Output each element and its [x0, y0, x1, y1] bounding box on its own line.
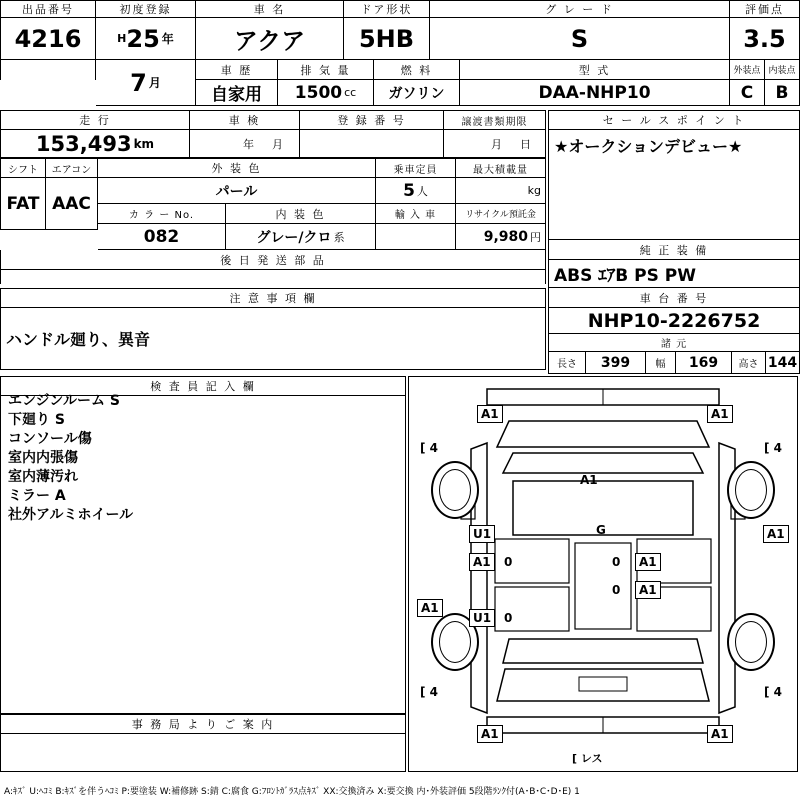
wheel-front-left — [431, 461, 479, 519]
transfer-deadline-value: 月 日 — [444, 130, 546, 158]
interior-color-label: 内 装 色 — [226, 204, 376, 224]
interior-color-value: グレー/クロ 系 — [226, 224, 376, 250]
width-label: 幅 — [646, 352, 676, 374]
damage-mark: 0 — [504, 555, 513, 569]
damage-mark: A1 — [477, 405, 503, 423]
shaken-value: 年 月 — [190, 130, 300, 158]
aircon-label: エアコン — [46, 158, 98, 178]
import-value — [376, 224, 456, 250]
grade-value: S — [430, 18, 730, 60]
max-load-value: kg — [456, 178, 546, 204]
fuel-label: 燃 料 — [374, 60, 460, 80]
displacement-value: 1500 cc — [278, 80, 374, 106]
recycle-fee-label: リサイクル預託金 — [456, 204, 546, 224]
seats-value: 5 人 — [376, 178, 456, 204]
damage-mark: A1 — [707, 405, 733, 423]
import-label: 輸 入 車 — [376, 204, 456, 224]
rating-label: 評価点 — [730, 0, 800, 18]
wheel-rear-right — [727, 613, 775, 671]
color-number-value: 082 — [98, 224, 226, 250]
sales-point-value: ★オークションデビュー★ — [548, 130, 800, 240]
shift-label: シフト — [0, 158, 46, 178]
damage-mark: U1 — [469, 609, 495, 627]
registration-number-label: 登 録 番 号 — [300, 110, 444, 130]
damage-mark: [ 4 — [764, 441, 783, 455]
equipment-value: ABS ｴｱB PS PW — [548, 260, 800, 288]
seats-label: 乗車定員 — [376, 158, 456, 178]
aircon-value: AAC — [46, 178, 98, 230]
inspector-note-4: 室内薄汚れ — [8, 469, 78, 485]
damage-mark: A1 — [469, 553, 495, 571]
office-value — [0, 734, 406, 772]
wheel-front-right — [727, 461, 775, 519]
door-type-label: ドア形状 — [344, 0, 430, 18]
interior-score-label: 内装点 — [765, 60, 800, 80]
car-name-value: アクア — [196, 18, 344, 60]
inspector-note-5: ミラー A — [8, 488, 66, 504]
chassis-number-value: NHP10-2226752 — [548, 308, 800, 334]
max-load-label: 最大積載量 — [456, 158, 546, 178]
legend-text: A:ｷｽﾞ U:ﾍｺﾐ B:ｷｽﾞを伴うﾍｺﾐ P:要塗装 W:補修跡 S:錆 C:腐食 G:ﾌﾛﾝﾄｶﾞﾗｽ点ｷｽﾞ XX:交換済み X:要交換 内･外装評価 5段階ﾗﾝｸ付(A･B･C･D･E) 1 — [4, 787, 580, 797]
damage-mark: 0 — [504, 611, 513, 625]
history-value: 自家用 — [196, 80, 278, 106]
damage-mark: 0 — [612, 555, 621, 569]
equipment-label: 純 正 装 備 — [548, 240, 800, 260]
damage-mark: A1 — [580, 473, 598, 487]
damage-mark: A1 — [477, 725, 503, 743]
damage-mark: 0 — [612, 583, 621, 597]
color-number-label: カ ラ ー No. — [98, 204, 226, 224]
grade-label: グ レ ー ド — [430, 0, 730, 18]
exterior-score-label: 外装点 — [730, 60, 765, 80]
car-name-label: 車 名 — [196, 0, 344, 18]
damage-mark: A1 — [635, 553, 661, 571]
caution-label: 注 意 事 項 欄 — [0, 288, 546, 308]
car-outline-svg — [409, 377, 797, 771]
exterior-color-label: 外 装 色 — [98, 158, 376, 178]
header-blank-left — [0, 60, 96, 80]
rating-value: 3.5 — [730, 18, 800, 60]
dimension-label: 諸 元 — [548, 334, 800, 352]
later-parts-value — [0, 270, 546, 284]
length-value: 399 — [586, 352, 646, 374]
damage-mark: [ 4 — [420, 441, 439, 455]
damage-mark: [ 4 — [764, 685, 783, 699]
damage-mark: [ 4 — [420, 685, 439, 699]
exterior-score-value: C — [730, 80, 765, 106]
inspector-notes-list — [8, 392, 133, 525]
damage-mark: [ レス — [572, 752, 603, 765]
damage-mark: U1 — [469, 525, 495, 543]
shift-value: FAT — [0, 178, 46, 230]
model-code-value: DAA-NHP10 — [460, 80, 730, 106]
office-label: 事 務 局 よ り ご 案 内 — [0, 714, 406, 734]
damage-mark: A1 — [635, 581, 661, 599]
mileage-value: 153,493 km — [0, 130, 190, 158]
inspector-note-0: エンジンルーム S — [8, 393, 120, 409]
inspector-note-6: 社外アルミホイール — [8, 507, 134, 523]
exterior-color-value: パール — [98, 178, 376, 204]
inspector-note-2: コンソール傷 — [8, 431, 92, 447]
inspector-note-1: 下廻り S — [8, 412, 65, 428]
lot-number-label: 出品番号 — [0, 0, 96, 18]
registration-number-value — [300, 130, 444, 158]
fuel-value: ガソリン — [374, 80, 460, 106]
shaken-label: 車 検 — [190, 110, 300, 130]
mileage-label: 走 行 — [0, 110, 190, 130]
first-registration-value: H 25 年 — [96, 18, 196, 60]
inspector-note-3: 室内内張傷 — [8, 450, 78, 466]
inspector-label: 検 査 員 記 入 欄 — [0, 376, 406, 396]
damage-diagram — [408, 376, 798, 772]
caution-value: ハンドル廻り、異音 — [0, 308, 546, 370]
model-code-label: 型 式 — [460, 60, 730, 80]
damage-mark: G — [596, 523, 606, 537]
damage-mark: A1 — [417, 599, 443, 617]
first-registration-label: 初度登録 — [96, 0, 196, 18]
transfer-deadline-label: 譲渡書類期限 — [444, 110, 546, 130]
first-registration-month-value: 7 月 — [96, 60, 196, 106]
interior-score-value: B — [765, 80, 800, 106]
damage-mark: A1 — [763, 525, 789, 543]
later-parts-label: 後 日 発 送 部 品 — [0, 250, 546, 270]
recycle-fee-value: 9,980 円 — [456, 224, 546, 250]
length-label: 長さ — [548, 352, 586, 374]
door-type-value: 5HB — [344, 18, 430, 60]
lot-number-value: 4216 — [0, 18, 96, 60]
sales-point-label: セ ー ル ス ポ イ ン ト — [548, 110, 800, 130]
displacement-label: 排 気 量 — [278, 60, 374, 80]
width-value: 169 — [676, 352, 732, 374]
height-label: 高さ — [732, 352, 766, 374]
chassis-number-label: 車 台 番 号 — [548, 288, 800, 308]
height-value: 144 — [766, 352, 800, 374]
damage-mark: A1 — [707, 725, 733, 743]
history-label: 車 歴 — [196, 60, 278, 80]
